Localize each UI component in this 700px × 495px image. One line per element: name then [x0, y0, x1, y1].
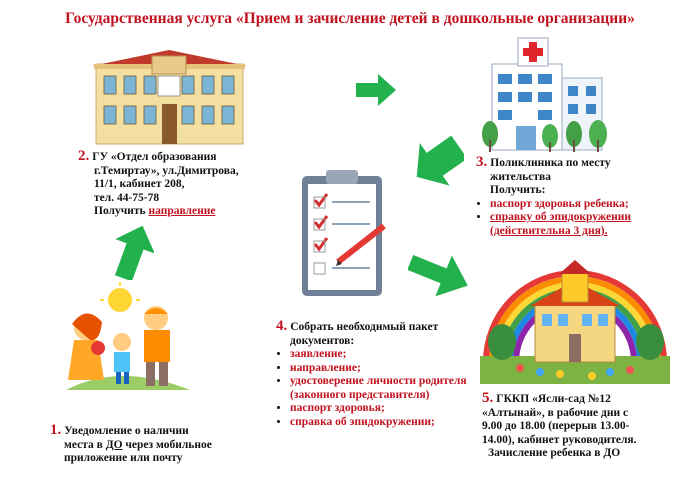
step-4-item-5: • справка об эпидокружении;	[290, 416, 476, 430]
step-3-line1: Поликлиника по месту	[490, 157, 611, 169]
step-1-line1: Уведомление о наличии	[64, 425, 189, 437]
step-1-do-abbr: ДО	[105, 438, 123, 451]
step-4-number: 4.	[276, 318, 288, 334]
step-2-line2: г.Темиртау», ул.Димитрова,	[94, 164, 239, 177]
step-5-number: 5.	[482, 390, 494, 406]
step-2-text	[78, 150, 278, 219]
education-office-building-icon	[92, 46, 247, 146]
step-3-text	[476, 156, 686, 238]
step-3-line2: жительства	[490, 170, 551, 183]
family-illustration-icon	[60, 282, 195, 392]
kindergarten-rainbow-icon	[480, 252, 670, 384]
arrow-right-icon	[356, 74, 396, 106]
step-1-line2a: места в	[64, 438, 106, 451]
hospital-building-icon	[482, 34, 610, 154]
step-3-get-label: Получить:	[490, 184, 546, 196]
step-2-get-label: Получить	[94, 205, 149, 217]
step-1-number: 1.	[50, 422, 62, 438]
step-5-line5: 14.00), кабинет руководителя.	[482, 433, 637, 446]
step-2-line3: 11/1, кабинет 208,	[94, 178, 185, 190]
checklist-clipboard-icon	[298, 170, 398, 300]
step-4-line2: документов:	[290, 334, 355, 347]
step-3-item-1: • паспорт здоровья ребенка;	[490, 198, 686, 212]
page-title: Государственная услуга «Прием и зачисление детей в дошкольные организации»	[65, 10, 635, 27]
step-1-line2b: через мобильное	[122, 438, 212, 451]
step-3-item-2: • справку об эпидокружении (действительна 3 дня).	[490, 211, 686, 238]
step-5-line4: 9.00 до 18.00 (перерыв 13.00-	[482, 420, 630, 432]
step-5-line3: , в рабочие дни с	[541, 406, 629, 419]
step-2-line1: ГУ «Отдел образования	[92, 151, 217, 163]
step-4-item-2: • направление;	[290, 362, 476, 376]
step-1-text	[50, 424, 250, 466]
step-4-item-3: • удостоверение личности родителя (законного представителя)	[290, 375, 476, 402]
step-5-line6: Зачисление ребенка в ДО	[488, 447, 621, 459]
arrow-down-right-icon	[408, 252, 470, 296]
step-1-line3: приложение или почту	[64, 452, 183, 464]
step-5-text	[482, 392, 692, 461]
arrow-down-left-icon	[412, 136, 464, 188]
step-4-item-4: • паспорт здоровья;	[290, 402, 476, 416]
step-5-line1: ГККП «Ясли-сад №12	[496, 393, 611, 405]
step-2-number: 2.	[78, 148, 90, 164]
step-4-text	[276, 320, 476, 429]
step-4-line1: Собрать необходимый пакет	[290, 321, 439, 333]
step-5-line2: «Алтынай»	[482, 406, 542, 419]
step-4-item-1: • заявление;	[290, 348, 476, 362]
step-3-number: 3.	[476, 154, 488, 170]
referral-link[interactable]: направление	[148, 205, 216, 217]
step-2-line4: тел. 44-75-78	[94, 191, 160, 204]
arrow-up-icon	[112, 224, 154, 280]
